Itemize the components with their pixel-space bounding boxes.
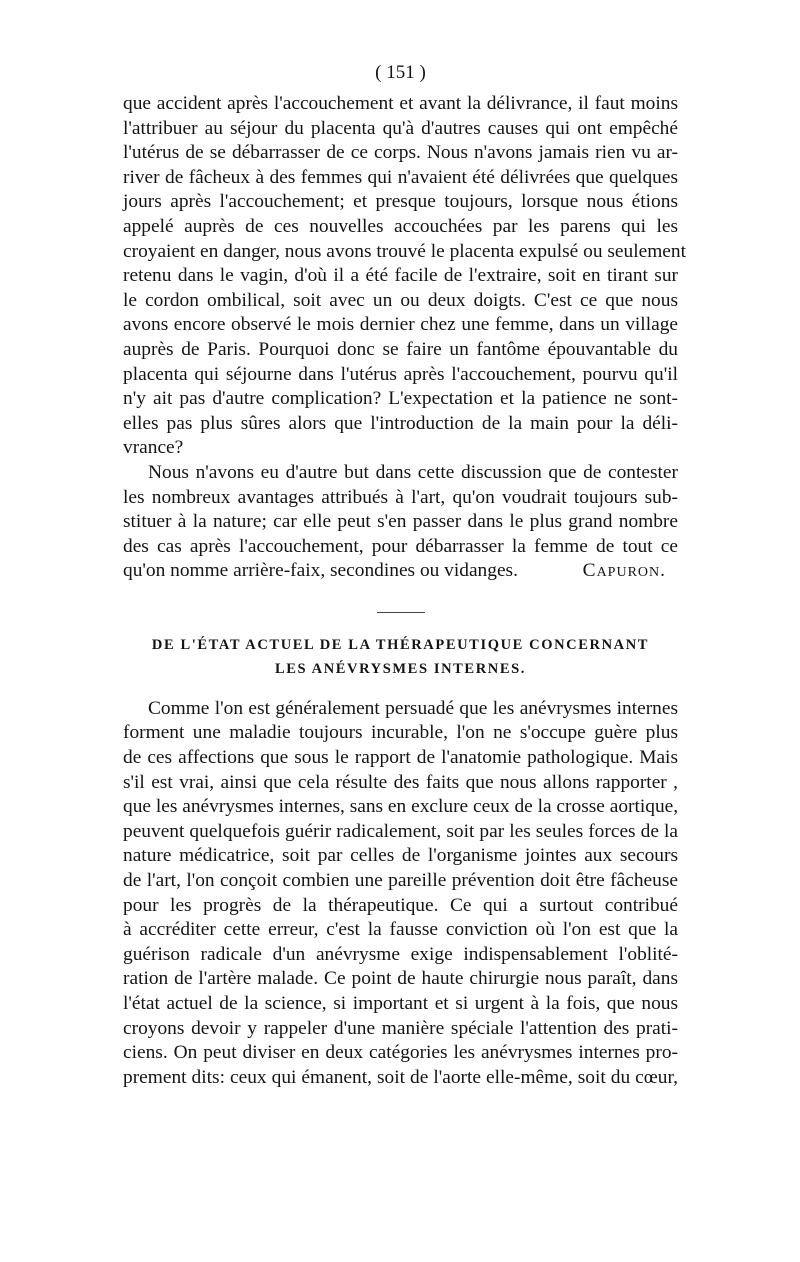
text-line: que accident après l'accouchement et avant la délivrance, il faut moins <box>123 93 678 114</box>
text-line: guérison radicale d'un anévrysme exige indispensablement l'oblité- <box>123 943 678 965</box>
text-line: appelé auprès de ces nouvelles accouchées par les parens qui les <box>123 215 678 237</box>
text-line: river de fâcheux à des femmes qui n'avaient été délivrées que quelques <box>123 166 678 188</box>
text-line: le cordon ombilical, soit avec un ou deux doigts. C'est ce que nous <box>123 289 678 311</box>
text-line: Comme l'on est généralement persuadé que les anévrysmes internes <box>148 697 678 719</box>
text-line: stituer à la nature; car elle peut s'en passer dans le plus grand nombre <box>123 511 678 533</box>
section-title-line: DE L'ÉTAT ACTUEL DE LA THÉRAPEUTIQUE CONCERNANT <box>151 636 650 653</box>
section-title-line: LES ANÉVRYSMES INTERNES. <box>274 660 527 677</box>
paragraph-anevrysmes <box>123 697 678 1091</box>
text-line: retenu dans le vagin, d'où il a été facile de l'extraire, soit en tirant sur <box>123 265 678 287</box>
text-line: jours après l'accouchement; et presque toujours, lorsque nous étions <box>123 191 678 213</box>
text-line: à accréditer cette erreur, c'est la fausse conviction où l'on est que la <box>123 919 678 941</box>
signature-line <box>123 559 678 584</box>
text-line: les nombreux avantages attribués à l'art, qu'on voudrait toujours sub- <box>123 486 678 508</box>
paragraph-delivrance <box>123 92 686 461</box>
author-signature: Capuron. <box>582 560 666 582</box>
text-line: n'y ait pas d'autre complication? L'expectation et la patience ne sont- <box>123 388 678 410</box>
paragraph-conclusion <box>123 461 678 584</box>
text-line: avons encore observé le mois dernier chez une femme, dans un village <box>123 314 678 336</box>
section-divider <box>377 612 425 613</box>
text-line: ration de l'artère malade. Ce point de haute chirurgie nous paraît, dans <box>123 968 678 990</box>
text-line: qu'on nomme arrière-faix, secondines ou vidanges. <box>123 560 518 582</box>
text-line: nature médicatrice, soit par celles de l'organisme jointes aux secours <box>123 845 678 867</box>
section-title <box>123 633 678 681</box>
book-page <box>123 62 686 1090</box>
text-line: peuvent quelquefois guérir radicalement, soit par les seules forces de la <box>123 820 678 842</box>
text-line: prement dits: ceux qui émanent, soit de l'aorte elle-même, soit du cœur, <box>123 1066 678 1088</box>
text-line: Nous n'avons eu d'autre but dans cette discussion que de contester <box>148 461 678 483</box>
text-line: de l'art, l'on conçoit combien une pareille prévention doit être fâcheuse <box>123 870 678 892</box>
text-line: elles pas plus sûres alors que l'introduction de la main pour la déli- <box>123 412 678 434</box>
text-line: ciens. On peut diviser en deux catégories les anévrysmes internes pro- <box>123 1042 678 1064</box>
text-line: de ces affections que sous le rapport de l'anatomie pathologique. Mais <box>123 747 678 769</box>
text-line: pour les progrès de la thérapeutique. Ce qui a surtout contribué <box>123 894 678 916</box>
text-line: l'utérus de se débarrasser de ce corps. Nous n'avons jamais rien vu ar- <box>123 142 678 164</box>
text-line: forment une maladie toujours incurable, l'on ne s'occupe guère plus <box>123 722 678 744</box>
text-line: vrance? <box>123 437 184 459</box>
text-line: auprès de Paris. Pourquoi donc se faire un fantôme épouvantable du <box>123 338 678 360</box>
text-line: que les anévrysmes internes, sans en exclure ceux de la crosse aortique, <box>123 796 679 818</box>
text-line: des cas après l'accouchement, pour débarrasser la femme de tout ce <box>123 535 678 557</box>
text-line: croyaient en danger, nous avons trouvé le placenta expulsé ou seulement <box>123 240 686 262</box>
text-line: placenta qui séjourne dans l'utérus après l'accouchement, pourvu qu'il <box>123 363 678 385</box>
text-line: s'il est vrai, ainsi que cela résulte des faits que nous allons rapporter , <box>123 771 678 793</box>
page-number: ( 151 ) <box>375 62 426 83</box>
text-line: croyons devoir y rappeler d'une manière spéciale l'attention des prati- <box>123 1017 678 1039</box>
text-line: l'attribuer au séjour du placenta qu'à d'autres causes qui ont empêché <box>123 117 678 139</box>
text-line: l'état actuel de la science, si important et si urgent à la fois, que nous <box>123 993 678 1014</box>
